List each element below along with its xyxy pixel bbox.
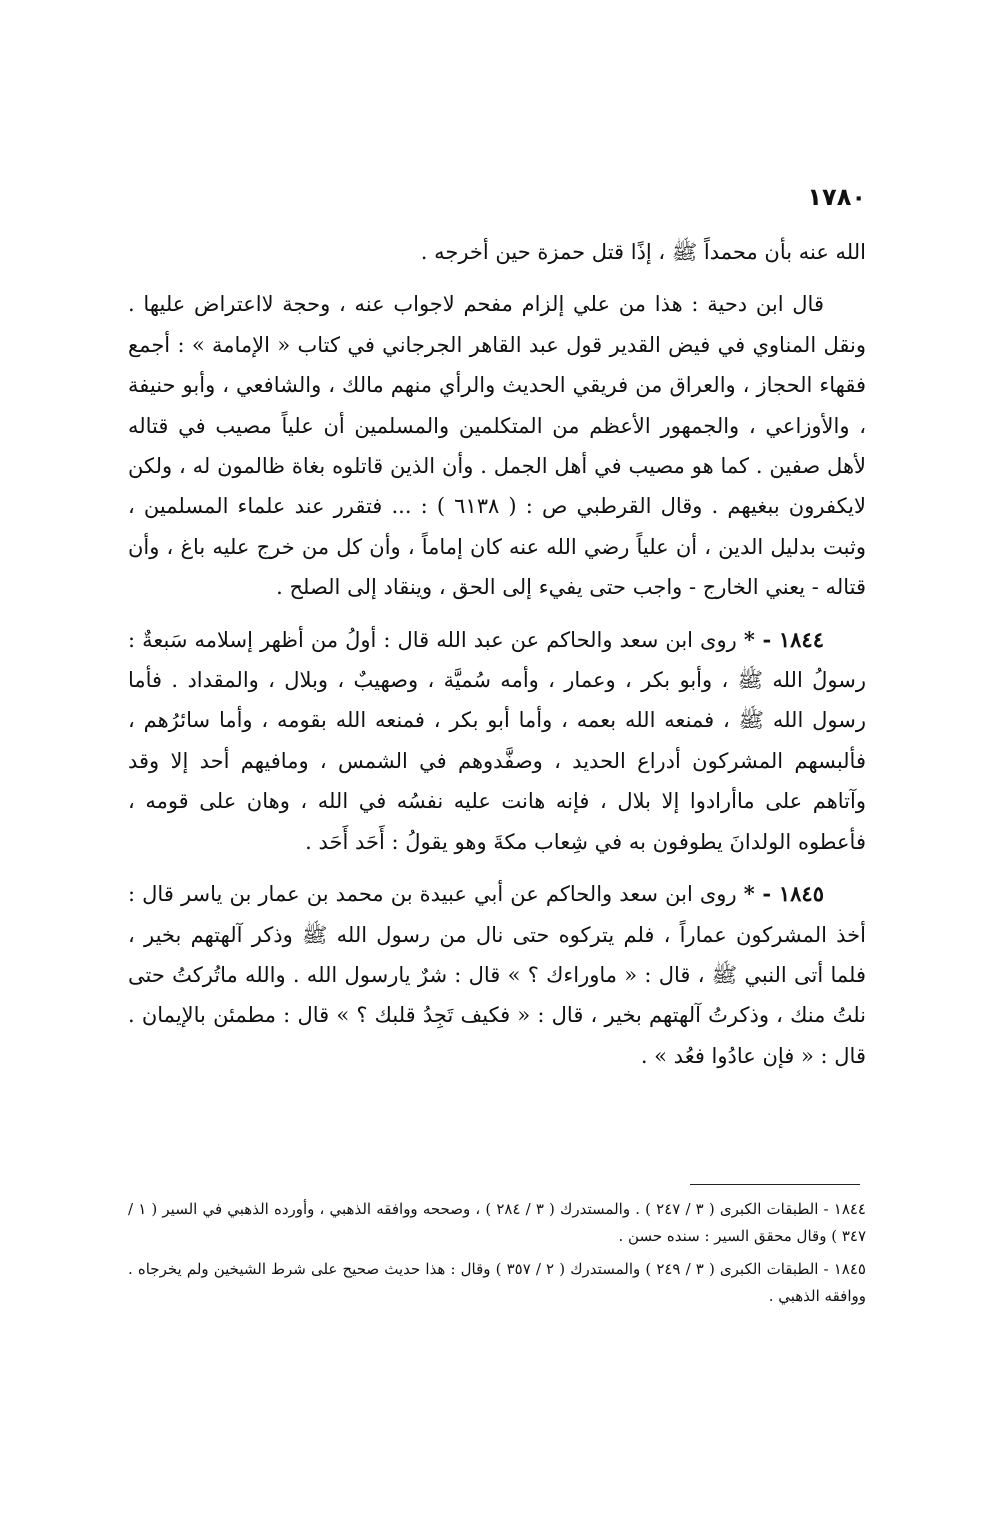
footnotes xyxy=(128,1196,866,1316)
main-text xyxy=(128,232,866,1088)
paragraph-ibn-dihya xyxy=(128,284,866,607)
page-number: ١٧٨٠ xyxy=(807,183,866,211)
footnote-1845: ١٨٤٥ - الطبقات الكبرى ( ٣ / ٢٤٩ ) والمستدرك ( ٢ / ٣٥٧ ) وقال : هذا حديث صحيح على شرط الشيخين ولم يخرجاه . ووافقه الذهبي . xyxy=(128,1260,866,1305)
paragraph-text: الله عنه بأن محمداً ﷺ ، إذًا قتل حمزة حين أخرجه . xyxy=(420,240,866,264)
hadith-number: ١٨٤٥ - * xyxy=(743,881,824,907)
hadith-number: ١٨٤٤ - * xyxy=(743,626,824,652)
paragraph-continuation xyxy=(128,232,866,272)
hadith-text: روى ابن سعد والحاكم عن عبد الله قال : أولُ من أظهر إسلامه سَبعةٌ : رسولُ الله ﷺ ، وأبو بكر ، وعمار ، وأمه سُميَّة ، وصهيبٌ ، وبلال ، والمقداد . فأما رسول الله ﷺ ، فمنعه الله بعمه ، وأما أبو بكر ، فمنعه الله بقومه ، وأما سائرُهم ، فألبسهم المشركون أدراع الحديد ، وصفَّدوهم في الشمس ، ومافيهم أحد إلا وقد وآتاهم على ماأرادوا إلا بلال ، فإنه هانت عليه نفسُه في الله ، وهان على قومه ، فأعطوه الولدانَ يطوفون به في شِعاب مكةَ وهو يقولُ : أَحَد أَحَد . xyxy=(128,627,866,854)
paragraph-text: قال ابن دحية : هذا من علي إلزام مفحم لاجواب عنه ، وحجة لااعتراض عليها . ونقل المناوي في فيض القدير قول عبد القاهر الجرجاني في كتاب « الإمامة » : أجمع فقهاء الحجاز ، والعراق من فريقي الحديث والرأي منهم مالك ، والشافعي ، وأبو حنيفة ، والأوزاعي ، والجمهور الأعظم من المتكلمين والمسلمين أن علياً مصيب في قتاله لأهل صفين . كما هو مصيب في أهل الجمل . وأن الذين قاتلوه بغاة ظالمون له ، ولكن لايكفرون ببغيهم . وقال القرطبي ص : ( ٦١٣٨ ) : ... فتقرر عند علماء المسلمين ، وثبت بدليل الدين ، أن علياً رضي الله عنه كان إماماً ، وأن كل من خرج عليه باغ ، وأن قتاله - يعني الخارج - واجب حتى يفيء إلى الحق ، وينقاد إلى الصلح . xyxy=(128,292,866,600)
footnote-divider xyxy=(690,1184,860,1185)
hadith-1844 xyxy=(128,620,866,862)
hadith-text: روى ابن سعد والحاكم عن أبي عبيدة بن محمد بن عمار بن ياسر قال : أخذ المشركون عماراً ، فلم يتركوه حتى نال من رسول الله ﷺ وذكر آلهتهم بخير ، فلما أتى النبي ﷺ ، قال : « ماوراءك ؟ » قال : شرٌ يارسول الله . والله ماتُركتُ حتى نلتُ منك ، وذكرتُ آلهتهم بخير ، قال : « فكيف تَجِدُ قلبك ؟ » قال : مطمئن بالإيمان . قال : « فإن عادُوا فعُد » . xyxy=(128,882,866,1068)
hadith-1845 xyxy=(128,874,866,1076)
footnote-1844: ١٨٤٤ - الطبقات الكبرى ( ٣ / ٢٤٧ ) . والمستدرك ( ٣ / ٢٨٤ ) ، وصححه ووافقه الذهبي ، وأورده الذهبي في السير ( ١ / ٣٤٧ ) وقال محقق السير : سنده حسن . xyxy=(128,1200,866,1245)
